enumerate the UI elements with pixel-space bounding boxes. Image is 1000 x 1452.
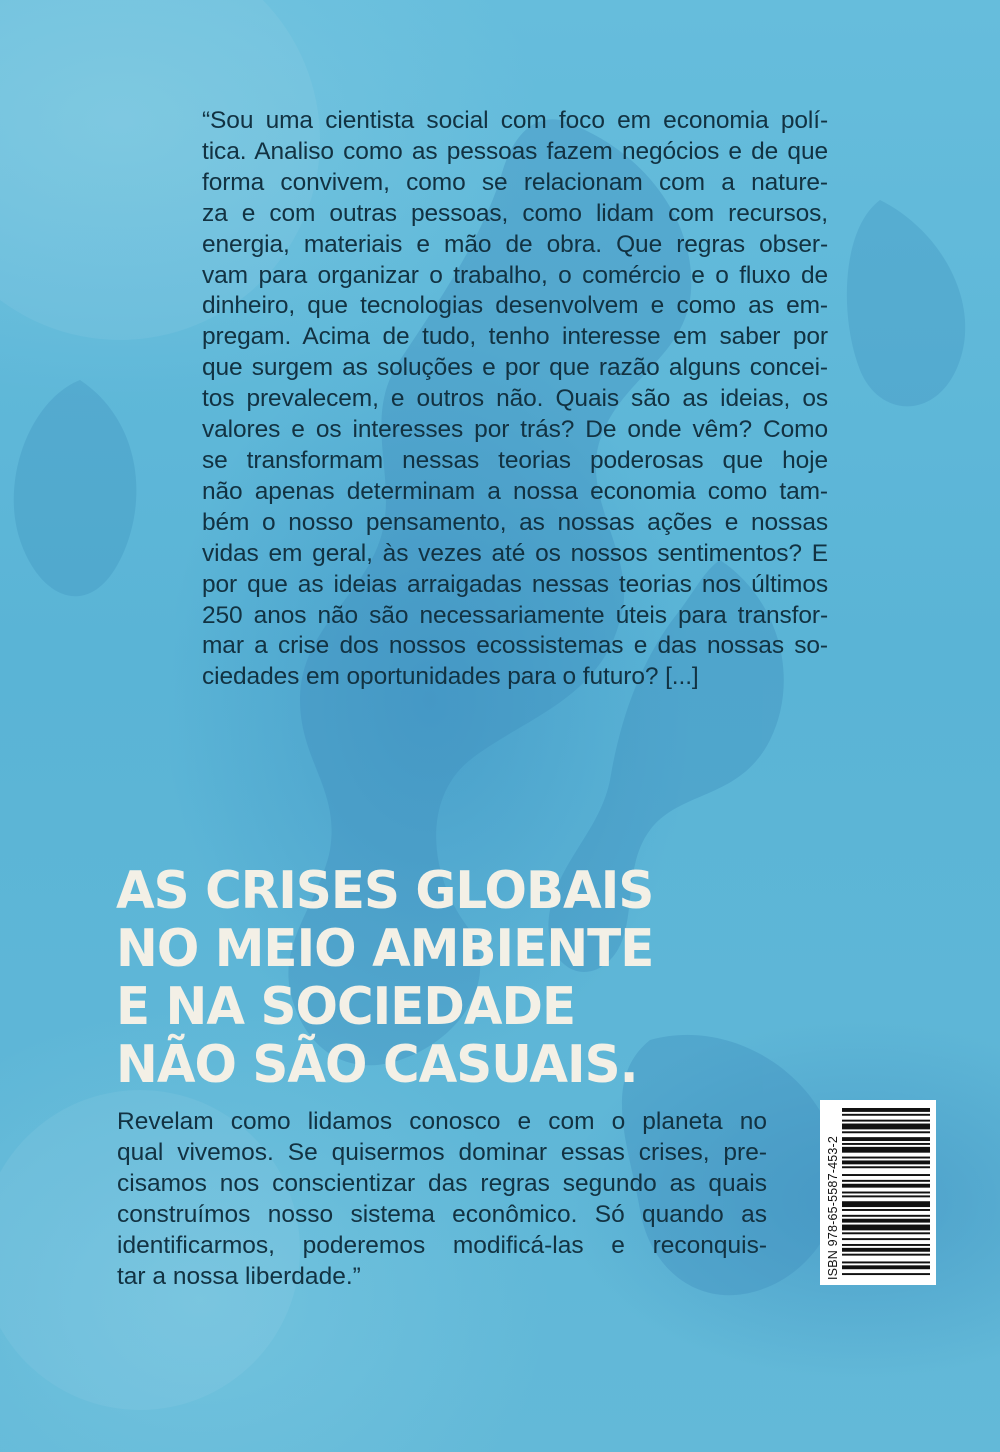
barcode-bar [842,1273,930,1275]
closing-line: identificarmos, poderemos modificá-las e reconquis- [117,1231,767,1259]
barcode-bar [842,1166,930,1168]
quote-line: vidas em geral, às vezes até os nossos sentimentos? E [202,539,828,567]
barcode-bar [842,1225,930,1231]
closing-line: Revelam como lidamos conosco e com o planeta no [117,1108,767,1135]
quote-line: tos prevalecem, e outros não. Quais são as ideias, os [202,385,828,413]
barcode-bar [842,1120,930,1122]
closing-paragraph [117,1107,767,1292]
barcode-bar [842,1254,930,1256]
quote-line: bém o nosso pensamento, as nossas ações e nossas [202,508,828,536]
headline-line: E NA SOCIEDADE [116,977,576,1037]
quote-line: dinheiro, que tecnologias desenvolvem e como as em- [202,292,828,320]
quote-line: energia, materiais e mão de obra. Que regras obser- [202,230,828,258]
quote-line: forma convivem, como se relacionam com a nature- [202,168,828,196]
quote-line: por que as ideias arraigadas nessas teorias nos últimos [202,570,828,598]
barcode-bar [842,1180,930,1182]
quote-line: vam para organizar o trabalho, o comércio e o fluxo de [202,261,828,289]
barcode-bar [842,1184,930,1188]
quote-line: mar a crise dos nossos ecossistemas e das nossas so- [202,632,828,660]
barcode-bar [842,1238,930,1240]
barcode-bar [842,1232,930,1234]
quote-line: pregam. Acima de tudo, tenho interesse em saber por [202,323,828,351]
barcode-bar [842,1143,930,1145]
quote-line: ciedades em oportunidades para o futuro? [...] [202,663,699,691]
barcode-bar [842,1114,930,1116]
quote-line: não apenas determinam a nossa economia como tam- [202,477,828,505]
quote-line: 250 anos não são necessariamente úteis para transfor- [202,601,828,629]
opening-quote-paragraph [202,106,828,693]
barcode-bar [842,1160,930,1164]
barcode-bar [842,1201,930,1207]
barcode-bar [842,1244,930,1246]
barcode-bar [842,1219,930,1223]
closing-line: tar a nossa liberdade.” [117,1262,361,1290]
closing-line: cisamos nos conscientizar das regras segundo as quais [117,1169,767,1197]
closing-line: qual vivemos. Se quisermos dominar essas crises, pre- [117,1138,767,1166]
isbn-label: ISBN 978-65-5587-453-2 [826,1135,840,1280]
barcode-bar [842,1108,930,1112]
headline-line: NÃO SÃO CASUAIS. [116,1035,638,1095]
quote-line: que surgem as soluções e por que razão alguns concei- [202,354,828,382]
barcode-bar [842,1248,930,1252]
barcode-bar [842,1215,930,1217]
quote-line: valores e os interesses por trás? De onde vêm? Como [202,416,828,444]
barcode-bar [842,1265,930,1269]
barcode-bar [842,1209,930,1211]
quote-line: tica. Analiso como as pessoas fazem negócios e de que [202,137,828,165]
barcode-bar [842,1124,930,1130]
quote-line: za e com outras pessoas, como lidam com recursos, [202,199,828,227]
barcode-bar [842,1137,930,1141]
quote-line: “Sou uma cientista social com foco em economia polí- [202,107,828,134]
barcode-bar [842,1157,930,1159]
closing-line: construímos nosso sistema econômico. Só quando as [117,1200,767,1228]
headline [116,862,730,1094]
barcode-bar [842,1195,930,1197]
barcode-bar [842,1174,930,1176]
headline-line: AS CRISES GLOBAIS [116,861,654,921]
headline-line: NO MEIO AMBIENTE [116,919,654,979]
quote-line: se transformam nessas teorias poderosas que hoje [202,446,828,474]
barcode-bar [842,1261,930,1263]
barcode-bar [842,1131,930,1133]
barcode-bar [842,1147,930,1153]
barcode-bar [842,1192,930,1194]
